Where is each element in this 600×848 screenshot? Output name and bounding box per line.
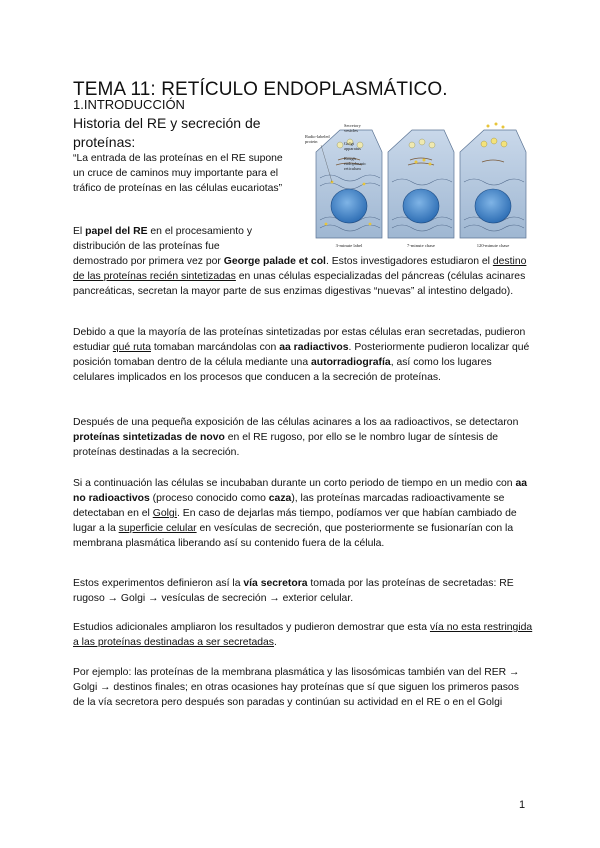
- underline-superficie: superficie celular: [118, 523, 197, 534]
- caption-7-minute: 7-minute chase: [407, 243, 435, 248]
- underline-golgi: Golgi: [152, 508, 177, 519]
- paragraph-novo: Después de una pequeña exposición de las células acinares a los aa radioactivos, se detectaron proteínas sintetizadas de novo en el RE rugoso, por ello se le nombro lugar de síntesis de proteínas destinadas a la secreción.: [73, 417, 519, 458]
- secretion-pathway-figure: [304, 120, 528, 254]
- bold-novo: proteínas sintetizadas de novo: [73, 432, 225, 443]
- caption-120-minute: 120-minute chase: [476, 243, 510, 248]
- bold-caza: caza: [268, 493, 292, 504]
- label-reticulum: reticulum: [344, 166, 361, 171]
- bold-no-radioactivos: aa no radioactivos: [73, 478, 528, 504]
- bold-papel-re: papel del RE: [85, 226, 148, 237]
- underline-destino: destino de las proteínas recién sintetizadas: [73, 256, 527, 282]
- paragraph-estudios: Estudios adicionales ampliaron los resultados y pudieron demostrar que esta vía no esta restringida a las proteínas destinadas a ser secretadas.: [73, 622, 533, 648]
- paragraph-via-secretora: Estos experimentos definieron así la vía secretora tomada por las proteínas de secretadas: RE rugoso → Golgi → vesículas de secreción → exterior celular.: [73, 578, 514, 604]
- cell-120-minute: [460, 123, 526, 239]
- bold-autorradiografia: autorradiografía: [311, 357, 391, 368]
- page-number: 1: [519, 799, 526, 811]
- section-heading: 1.INTRODUCCIÓN: [73, 97, 185, 112]
- label-protein: protein: [305, 139, 318, 144]
- intro-paragraph-start: El papel del RE en el procesamiento y distribución de las proteínas fue: [73, 226, 253, 252]
- bold-george-palade: George palade et col: [223, 256, 326, 267]
- label-vesicles: vesicles: [344, 128, 358, 133]
- underline-via-no-restringida: vía no esta restringida a las proteínas destinadas a ser secretadas: [73, 622, 533, 648]
- bold-via-secretora: vía secretora: [243, 578, 308, 589]
- paragraph-ejemplo: Por ejemplo: las proteínas de la membrana plasmática y las lisosómicas también van del RER → Golgi → destinos finales; en otras ocasiones hay proteínas que sí que siguen los primeros pasos de la vía secretora pero después son paradas y continúan su actividad en el RE o en el Golgi: [73, 667, 520, 708]
- cell-7-minute: [388, 130, 454, 238]
- caption-3-minute: 3-minute label: [335, 243, 363, 248]
- history-heading: Historia del RE y secreción de proteínas:: [73, 115, 261, 150]
- label-apparatus: apparatus: [344, 146, 361, 151]
- intro-quote: “La entrada de las proteínas en el RE supone un cruce de caminos muy importante para el tráfico de proteínas en las células eucariotas”: [73, 153, 283, 194]
- underline-que-ruta: qué ruta: [112, 342, 151, 353]
- bold-aa-radiactivos: aa radiactivos: [279, 342, 349, 353]
- label-endoplasmic: endoplasmic: [344, 161, 367, 166]
- label-rough: Rough: [344, 156, 356, 161]
- document-title: TEMA 11: RETÍCULO ENDOPLASMÁTICO.: [73, 79, 448, 100]
- label-radio-labeled: Radio-labeled: [305, 134, 330, 139]
- paragraph-ruta: Debido a que la mayoría de las proteínas sintetizadas por estas células eran secretadas, pudieron estudiar qué ruta tomaban marcándolas con aa radiactivos. Posteriormente pudieron localizar qué posición tomaban dentro de la célula mediante una autorradiografía, así como los lugares celulares implicados en los procesos que conducen a la secreción de proteínas.: [73, 327, 530, 383]
- intro-paragraph-rest: demostrado por primera vez por George palade et col. Estos investigadores estudiaron el destino de las proteínas recién sintetizadas en unas células especializadas del páncreas (células acinares pancreáticas, secretan la mayor parte de sus enzimas digestivas “nuevas” al intestino delgado).: [73, 256, 527, 297]
- acinar-cells-illustration: [304, 120, 528, 254]
- label-golgi: Golgi: [344, 141, 355, 146]
- label-secretory: Secretory: [344, 123, 361, 128]
- paragraph-caza: Si a continuación las células se incubaban durante un corto periodo de tiempo en un medio con aa no radioactivos (proceso conocido como caza), las proteínas marcadas radioactivamente se detectaban en el Golgi. En caso de dejarlas más tiempo, podíamos ver que habían cambiado de lugar a la superficie celular en vesículas de secreción, que posteriormente se fusionarían con la membrana plasmática liberando así su contenido fuera de la célula.: [73, 478, 528, 549]
